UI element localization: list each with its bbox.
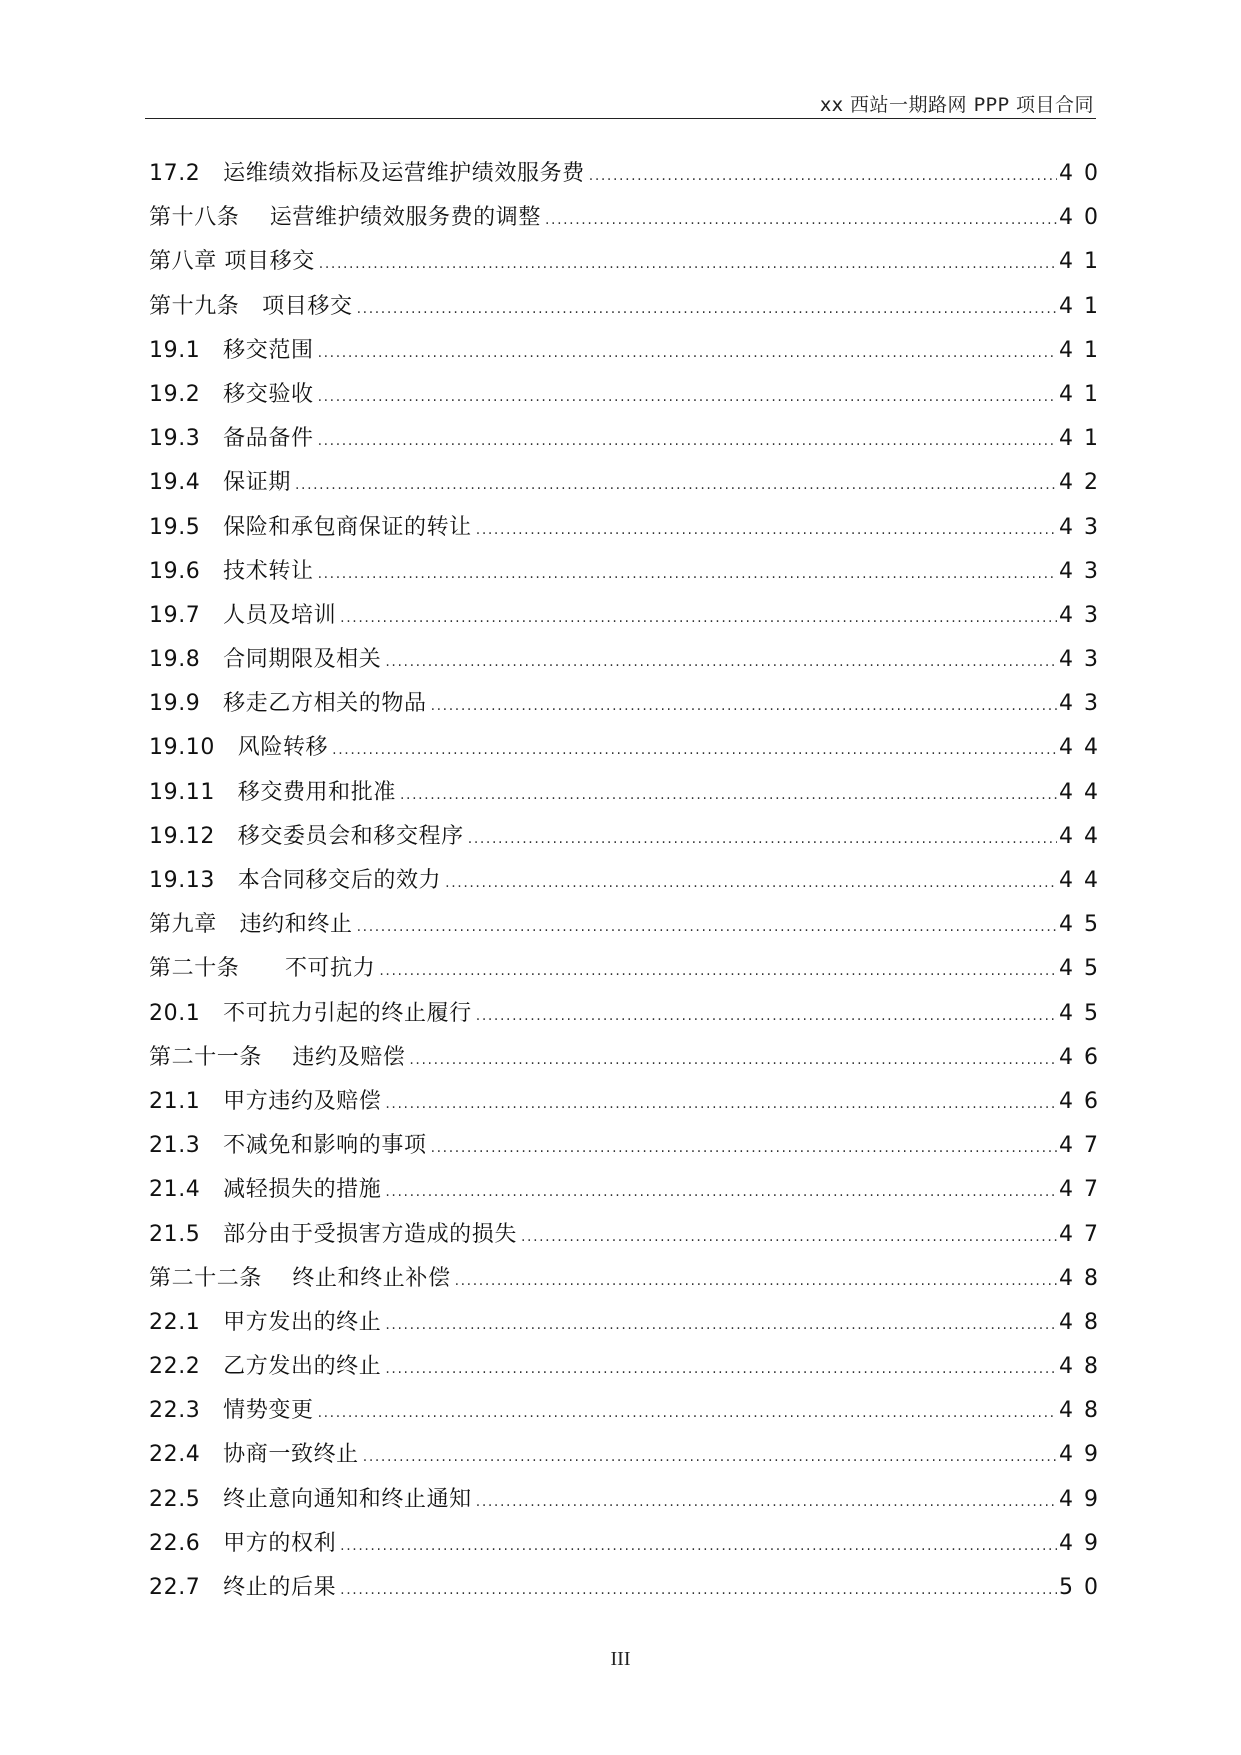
dot-leader [340, 596, 1057, 640]
toc-entry-label: 19.7 人员及培训 [149, 602, 337, 628]
toc-entry-label: 19.13 本合同移交后的效力 [149, 868, 442, 893]
dot-leader [431, 684, 1057, 728]
toc-entry-label: 第十九条 项目移交 [149, 293, 353, 319]
toc-entry[interactable] [149, 240, 1109, 284]
toc-entry[interactable] [149, 903, 1109, 947]
dot-leader [357, 287, 1057, 331]
toc-entry-page: 47 [1059, 1221, 1109, 1247]
toc-entry-label: 22.6 甲方的权利 [149, 1530, 337, 1556]
dot-leader [400, 773, 1057, 817]
toc-entry[interactable] [149, 152, 1109, 196]
toc-entry-label: 17.2 运维绩效指标及运营维护绩效服务费 [149, 161, 585, 186]
toc-entry-page: 45 [1059, 912, 1109, 938]
toc-entry-page: 49 [1059, 1486, 1109, 1512]
dot-leader [476, 1480, 1057, 1524]
toc-entry-label: 21.5 部分由于受损害方造成的损失 [149, 1221, 517, 1247]
toc-entry[interactable] [149, 285, 1109, 329]
toc-entry[interactable] [149, 682, 1109, 726]
dot-leader [455, 1259, 1057, 1303]
toc-entry[interactable] [149, 461, 1109, 505]
toc-entry-label: 19.9 移走乙方相关的物品 [149, 691, 427, 717]
toc-entry-page: 43 [1059, 691, 1109, 717]
toc-entry[interactable] [149, 992, 1109, 1036]
toc-entry-label: 19.5 保险和承包商保证的转让 [149, 514, 472, 540]
dot-leader [589, 154, 1057, 198]
dot-leader [445, 861, 1057, 905]
toc-entry[interactable] [149, 771, 1109, 815]
toc-entry[interactable] [149, 815, 1109, 859]
toc-entry-page: 44 [1059, 779, 1109, 805]
toc-entry-page: 47 [1059, 1177, 1109, 1203]
dot-leader [476, 508, 1057, 552]
toc-entry-page: 47 [1059, 1133, 1109, 1159]
toc-entry-label: 22.1 甲方发出的终止 [149, 1309, 382, 1335]
toc-entry-page: 40 [1059, 205, 1109, 231]
toc-entry-page: 45 [1059, 1000, 1109, 1026]
dot-leader [385, 1082, 1057, 1126]
toc-entry-page: 44 [1059, 735, 1109, 761]
toc-entry-label: 22.5 终止意向通知和终止通知 [149, 1486, 472, 1512]
toc-entry-label: 19.6 技术转让 [149, 558, 314, 584]
dot-leader [318, 375, 1057, 419]
toc-entry-page: 40 [1059, 161, 1109, 186]
toc-entry-label: 22.3 情势变更 [149, 1398, 314, 1424]
dot-leader [468, 817, 1057, 861]
table-of-contents [149, 152, 1109, 1610]
toc-entry-page: 49 [1059, 1530, 1109, 1556]
dot-leader [340, 1524, 1057, 1568]
dot-leader [431, 1126, 1057, 1170]
toc-entry-label: 19.8 合同期限及相关 [149, 647, 382, 673]
toc-entry-page: 45 [1059, 956, 1109, 982]
toc-entry-label: 19.10 风险转移 [149, 735, 329, 761]
dot-leader [521, 1215, 1057, 1259]
toc-entry-label: 22.4 协商一致终止 [149, 1442, 359, 1468]
toc-entry-label: 19.12 移交委员会和移交程序 [149, 823, 464, 849]
toc-entry-label: 19.3 备品备件 [149, 426, 314, 452]
page-number: III [610, 1648, 631, 1670]
toc-entry-page: 41 [1059, 426, 1109, 452]
toc-entry-label: 第十八条 运营维护绩效服务费的调整 [149, 205, 541, 231]
toc-entry-label: 21.1 甲方违约及赔偿 [149, 1088, 382, 1114]
toc-entry-page: 48 [1059, 1265, 1109, 1291]
toc-entry[interactable] [149, 1168, 1109, 1212]
toc-entry[interactable] [149, 859, 1109, 903]
toc-entry-label: 第二十一条 违约及赔偿 [149, 1044, 406, 1070]
dot-leader [385, 1347, 1057, 1391]
toc-entry[interactable] [149, 1036, 1109, 1080]
page-header [145, 88, 1096, 119]
toc-entry-label: 22.7 终止的后果 [149, 1575, 337, 1600]
toc-entry-label: 第二十二条 终止和终止补偿 [149, 1265, 451, 1291]
dot-leader [545, 198, 1057, 242]
toc-entry-page: 43 [1059, 602, 1109, 628]
toc-entry[interactable] [149, 1124, 1109, 1168]
toc-entry-label: 21.4 减轻损失的措施 [149, 1177, 382, 1203]
toc-entry-label: 19.11 移交费用和批准 [149, 779, 396, 805]
dot-leader [385, 640, 1057, 684]
dot-leader [476, 994, 1057, 1038]
toc-entry-page: 41 [1059, 381, 1109, 407]
toc-entry-page: 48 [1059, 1309, 1109, 1335]
toc-entry-label: 19.1 移交范围 [149, 337, 314, 363]
toc-entry[interactable] [149, 506, 1109, 550]
toc-entry-page: 49 [1059, 1442, 1109, 1468]
dot-leader [379, 949, 1057, 993]
toc-entry-page: 41 [1059, 249, 1109, 275]
toc-entry[interactable] [149, 1566, 1109, 1610]
toc-entry[interactable] [149, 1389, 1109, 1433]
toc-entry[interactable] [149, 550, 1109, 594]
toc-entry-label: 第八章 项目移交 [149, 249, 315, 275]
dot-leader [318, 331, 1057, 375]
toc-entry-label: 第二十条 不可抗力 [149, 956, 376, 982]
dot-leader [340, 1568, 1057, 1612]
toc-entry-page: 41 [1059, 337, 1109, 363]
toc-entry[interactable] [149, 1213, 1109, 1257]
toc-entry[interactable] [149, 638, 1109, 682]
toc-entry-page: 48 [1059, 1354, 1109, 1380]
toc-entry-page: 44 [1059, 868, 1109, 893]
dot-leader [363, 1435, 1057, 1479]
toc-entry[interactable] [149, 1345, 1109, 1389]
dot-leader [318, 552, 1057, 596]
toc-entry-label: 21.3 不减免和影响的事项 [149, 1133, 427, 1159]
dot-leader [295, 463, 1057, 507]
dot-leader [319, 242, 1057, 286]
toc-entry-label: 20.1 不可抗力引起的终止履行 [149, 1000, 472, 1026]
dot-leader [332, 728, 1057, 772]
toc-entry[interactable] [149, 1522, 1109, 1566]
toc-entry-page: 42 [1059, 470, 1109, 496]
toc-entry-page: 46 [1059, 1044, 1109, 1070]
dot-leader [357, 905, 1057, 949]
toc-entry-label: 19.2 移交验收 [149, 381, 314, 407]
toc-entry[interactable] [149, 594, 1109, 638]
dot-leader [385, 1170, 1057, 1214]
dot-leader [318, 419, 1057, 463]
toc-entry[interactable] [149, 417, 1109, 461]
toc-entry[interactable] [149, 726, 1109, 770]
toc-entry[interactable] [149, 1257, 1109, 1301]
toc-entry[interactable] [149, 1301, 1109, 1345]
toc-entry-page: 46 [1059, 1088, 1109, 1114]
toc-entry-page: 43 [1059, 514, 1109, 540]
document-title: xx 西站一期路网 PPP 项目合同 [820, 94, 1094, 116]
toc-entry-page: 44 [1059, 823, 1109, 849]
dot-leader [409, 1038, 1057, 1082]
toc-entry-page: 43 [1059, 558, 1109, 584]
toc-entry[interactable] [149, 329, 1109, 373]
dot-leader [385, 1303, 1057, 1347]
toc-entry-page: 41 [1059, 293, 1109, 319]
toc-entry[interactable] [149, 947, 1109, 991]
dot-leader [318, 1391, 1057, 1435]
toc-entry-label: 19.4 保证期 [149, 470, 291, 496]
toc-entry-label: 22.2 乙方发出的终止 [149, 1354, 382, 1380]
toc-entry[interactable] [149, 1080, 1109, 1124]
toc-entry[interactable] [149, 196, 1109, 240]
toc-entry[interactable] [149, 1433, 1109, 1477]
toc-entry-page: 43 [1059, 647, 1109, 673]
toc-entry-label: 第九章 违约和终止 [149, 912, 353, 938]
toc-entry[interactable] [149, 1478, 1109, 1522]
toc-entry-page: 48 [1059, 1398, 1109, 1424]
toc-entry[interactable] [149, 373, 1109, 417]
toc-entry-page: 50 [1059, 1575, 1109, 1600]
